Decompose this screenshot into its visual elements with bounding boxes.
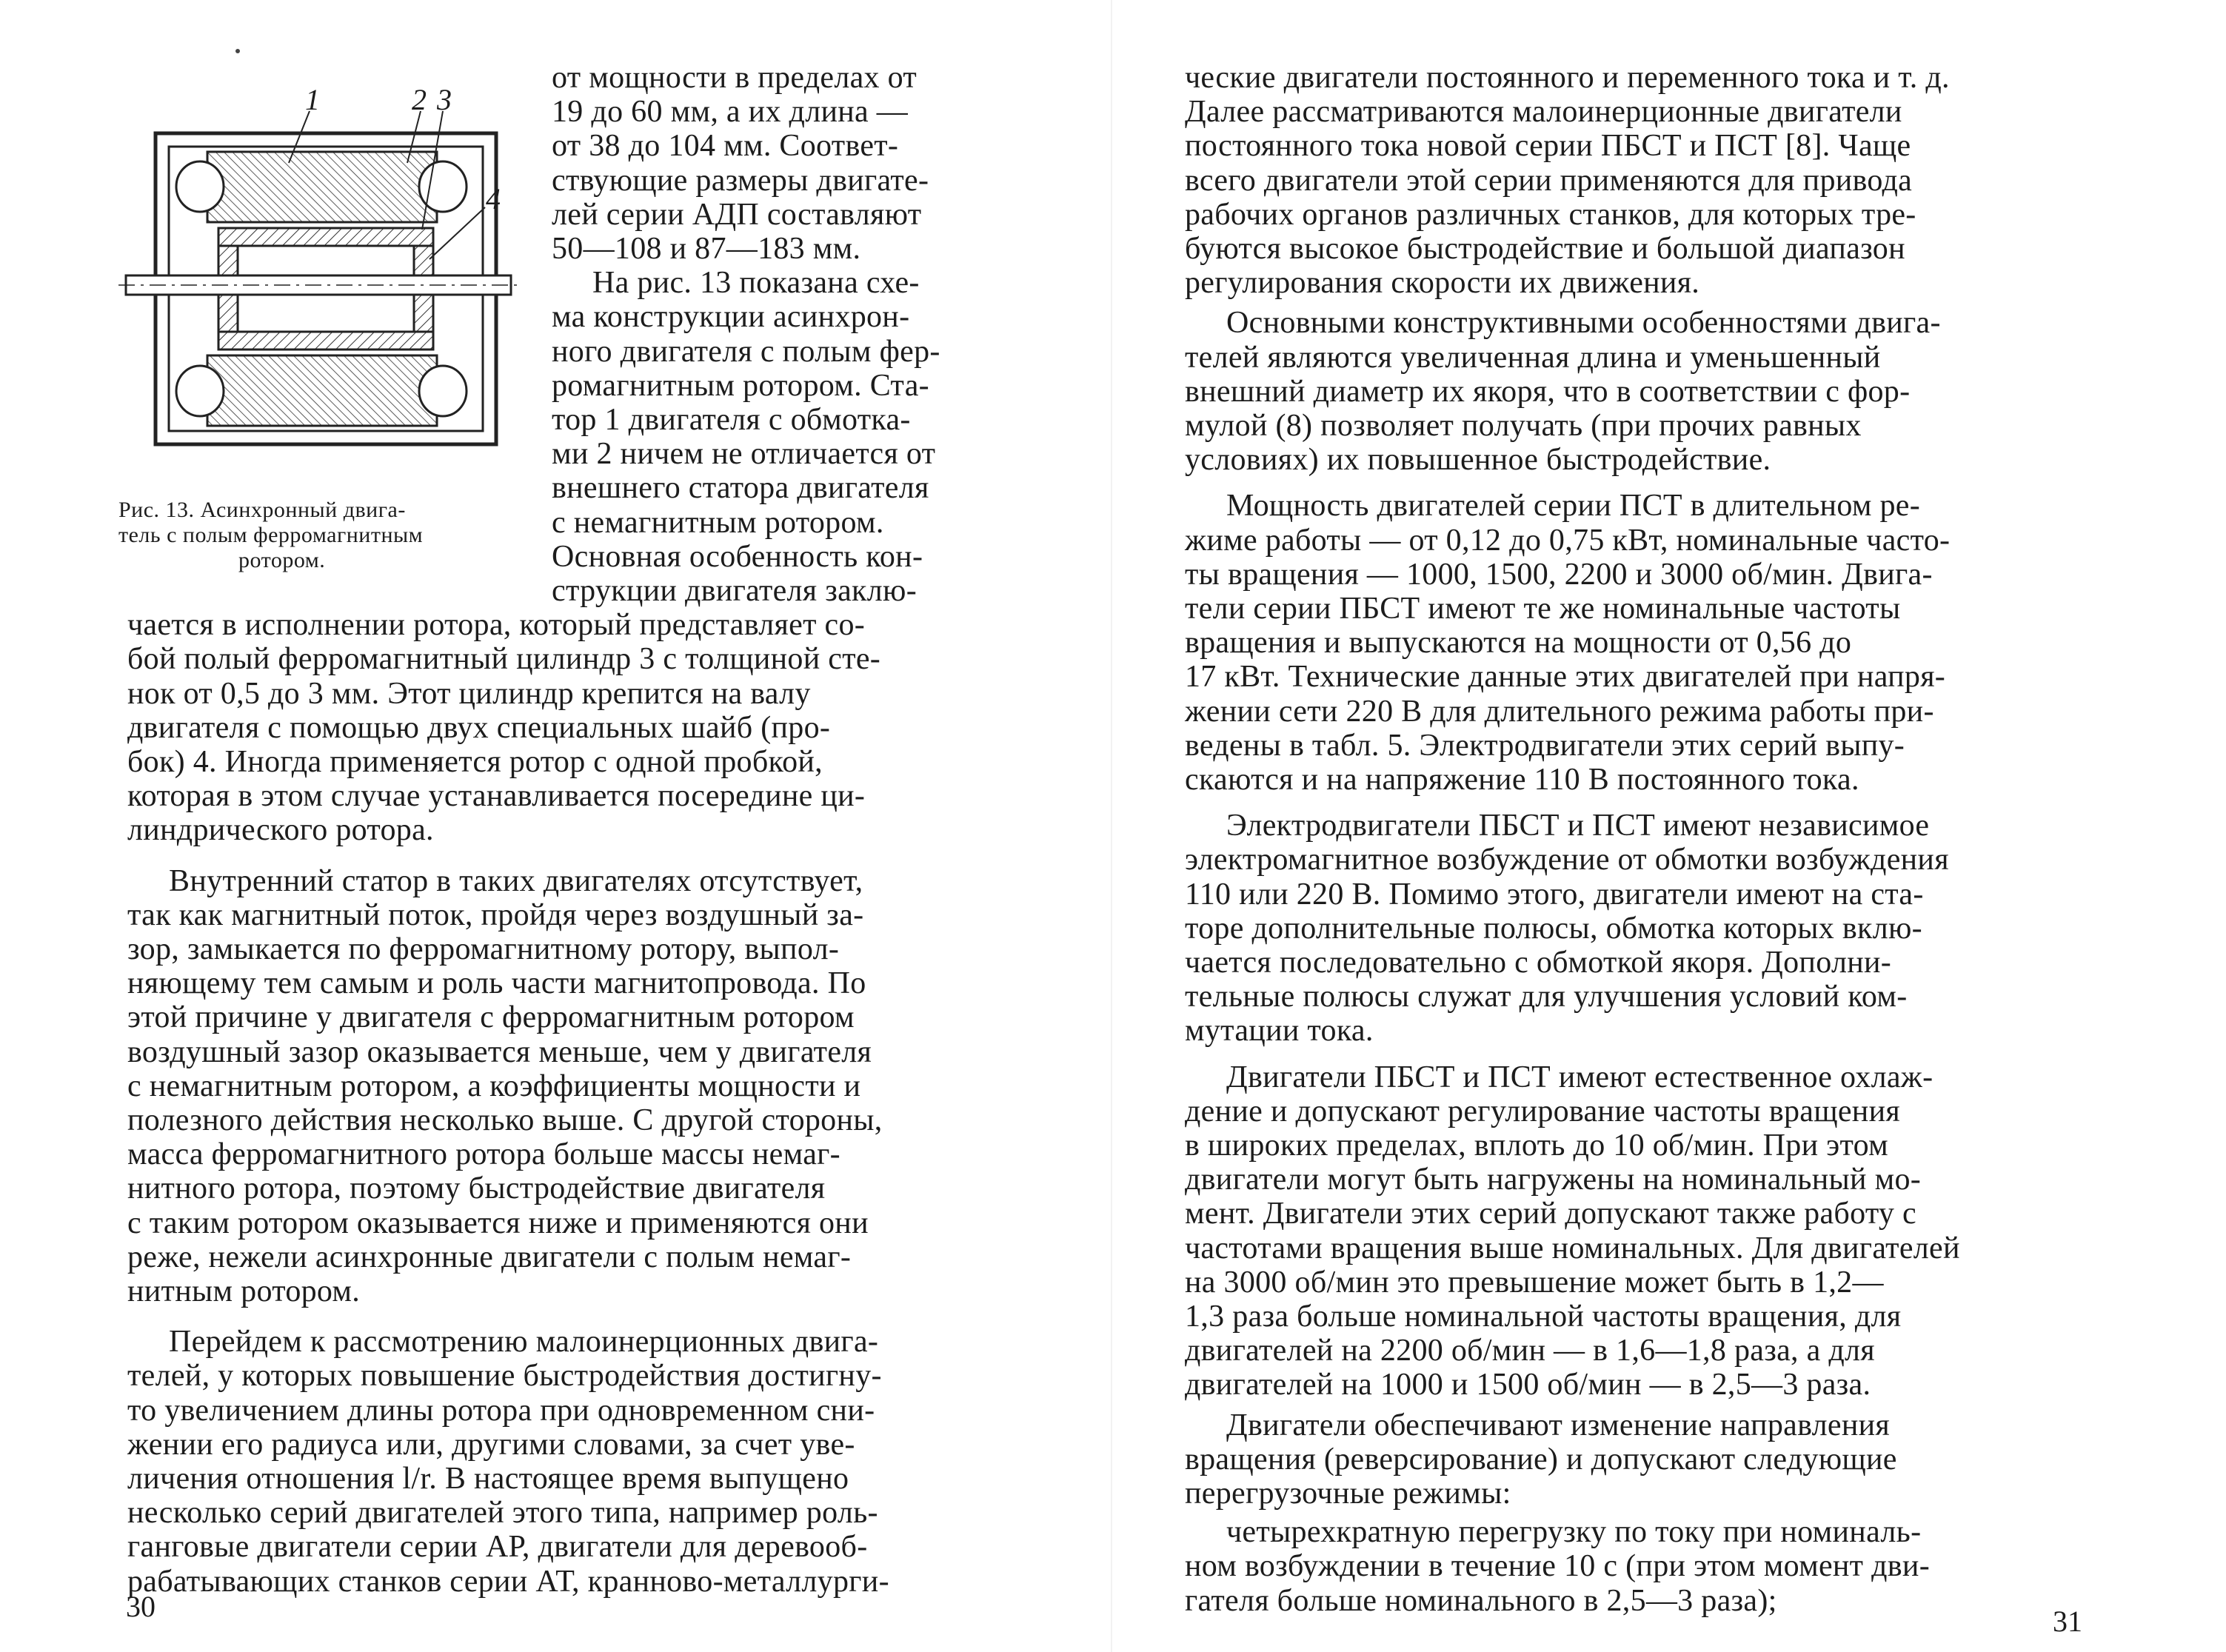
text-line: Электродвигатели ПБСТ и ПСТ имеют независимое: [1226, 809, 1930, 843]
text-line: рабочих органов различных станков, для которых тре-: [1185, 197, 1916, 232]
text-line: Двигатели ПБСТ и ПСТ имеют естественное охлаж-: [1226, 1060, 1933, 1094]
figure-caption-line: Рис. 13. Асинхронный двига-: [118, 498, 406, 522]
text-line: чается последовательно с обмоткой якоря. Дополни-: [1185, 946, 1892, 980]
figure-caption-line: тель с полым ферромагнитным: [118, 523, 424, 547]
text-line: то увеличением длины ротора при одновременном сни-: [127, 1393, 875, 1428]
text-line: ми 2 ничем не отличается от: [552, 437, 936, 472]
text-line: Основными конструктивными особенностями двига-: [1226, 306, 1941, 341]
text-line: вращения и выпускаются на мощности от 0,56 до: [1185, 626, 1852, 661]
text-line: тельные полюсы служат для улучшения условий ком-: [1185, 980, 1908, 1014]
text-line: скаются и на напряжение 110 В постоянного тока.: [1185, 763, 1859, 797]
text-line: тор 1 двигателя с обмотка-: [552, 403, 911, 437]
text-line: бой полый ферромагнитный цилиндр 3 с толщиной сте-: [127, 642, 881, 677]
figure-13-motor-diagram: [111, 81, 526, 466]
text-line: условиях) их повышенное быстродействие.: [1185, 443, 1771, 478]
text-line: ведены в табл. 5. Электродвигатели этих серий выпу-: [1185, 728, 1905, 763]
text-line: струкции двигателя заклю-: [552, 574, 917, 608]
print-speck: [235, 49, 240, 53]
text-line: гателя больше номинального в 2,5—3 раза);: [1185, 1583, 1777, 1618]
text-line: частотами вращения выше номинальных. Для двигателей: [1185, 1231, 1960, 1265]
figure-label-2: 2: [412, 83, 427, 116]
text-line: двигателей на 1000 и 1500 об/мин — в 2,5—3 раза.: [1185, 1368, 1871, 1402]
stator-bottom: [207, 355, 437, 426]
stator-top: [207, 152, 437, 222]
text-line: ного двигателя с полым фер-: [552, 334, 940, 369]
text-line: вращения (реверсирование) и допускают следующие: [1185, 1442, 1897, 1477]
winding-bottom-left: [176, 366, 224, 416]
text-line: жении его радиуса или, другими словами, за счет уве-: [127, 1427, 855, 1462]
text-line: На рис. 13 показана схе-: [592, 266, 920, 301]
text-line: ганговые двигатели серии АР, двигатели для деревооб-: [127, 1530, 868, 1565]
winding-bottom-right: [419, 366, 467, 416]
left-page: [0, 0, 1081, 1652]
text-line: двигателей на 2200 об/мин — в 1,6—1,8 раза, а для: [1185, 1334, 1875, 1368]
text-line: жении сети 220 В для длительного режима работы при-: [1185, 694, 1934, 729]
text-line: Двигатели обеспечивают изменение направления: [1226, 1408, 1891, 1442]
text-line: нитного ротора, поэтому быстродействие двигателя: [127, 1171, 826, 1206]
text-line: дение и допускают регулирование частоты вращения: [1185, 1094, 1900, 1128]
text-line: Мощность двигателей серии ПСТ в длительном ре-: [1226, 489, 1921, 524]
text-line: так как магнитный поток, пройдя через воздушный за-: [127, 897, 864, 932]
text-line: телей, у которых повышение быстродействия достигну-: [127, 1359, 882, 1394]
text-line: этой причине у двигателя с ферромагнитным ротором: [127, 1000, 855, 1035]
figure-label-1: 1: [305, 83, 320, 116]
figure-caption-line: ротором.: [238, 548, 326, 572]
text-line: буются высокое быстродействие и большой диапазон: [1185, 232, 1905, 266]
text-line: ты вращения — 1000, 1500, 2200 и 3000 об/мин. Двига-: [1185, 557, 1933, 592]
text-line: мулой (8) позволяет получать (при прочих равных: [1185, 409, 1862, 443]
text-line: Внутренний статор в таких двигателях отсутствует,: [169, 863, 863, 898]
text-line: Далее рассматриваются малоинерционные двигатели: [1185, 95, 1902, 130]
text-line: Перейдем к рассмотрению малоинерционных двига-: [169, 1325, 879, 1360]
text-line: от мощности в пределах от: [552, 61, 918, 95]
text-line: ромагнитным ротором. Ста-: [552, 368, 929, 403]
text-line: телей являются увеличенная длина и уменьшенный: [1185, 340, 1881, 375]
page-number-left: 30: [126, 1590, 156, 1623]
text-line: жиме работы — от 0,12 до 0,75 кВт, номинальные часто-: [1185, 523, 1951, 558]
text-line: всего двигатели этой серии применяются для привода: [1185, 163, 1913, 198]
text-line: от 38 до 104 мм. Соответ-: [552, 129, 899, 164]
text-line: воздушный зазор оказывается меньше, чем у двигателя: [127, 1034, 872, 1069]
text-line: внешнего статора двигателя: [552, 471, 929, 506]
text-line: ствующие размеры двигате-: [552, 163, 929, 198]
text-line: чается в исполнении ротора, который представляет со-: [127, 608, 866, 643]
text-line: масса ферромагнитного ротора больше массы немаг-: [127, 1137, 840, 1172]
text-line: 17 кВт. Технические данные этих двигателей при напря-: [1185, 660, 1946, 695]
figure-label-3: 3: [437, 83, 452, 116]
text-line: в широких пределах, вплоть до 10 об/мин. При этом: [1185, 1128, 1888, 1163]
text-line: мутации тока.: [1185, 1014, 1374, 1049]
text-line: постоянного тока новой серии ПБСТ и ПСТ [8]. Чаще: [1185, 129, 1911, 164]
text-line: линдрического ротора.: [127, 813, 434, 848]
text-line: лей серии АДП составляют: [552, 197, 922, 232]
text-line: на 3000 об/мин это превышение может быть в 1,2—: [1185, 1265, 1884, 1300]
text-line: зор, замыкается по ферромагнитному ротору, выпол-: [127, 932, 840, 966]
rotor-cylinder-top: [218, 228, 433, 246]
text-line: 50—108 и 87—183 мм.: [552, 232, 861, 266]
text-line: внешний диаметр их якоря, что в соответствии с фор-: [1185, 374, 1911, 409]
text-line: полезного действия несколько выше. С другой стороны,: [127, 1103, 883, 1137]
text-line: нитным ротором.: [127, 1274, 361, 1308]
text-line: с немагнитным ротором, а коэффициенты мощности и: [127, 1069, 861, 1103]
text-line: двигателя с помощью двух специальных шайб (про-: [127, 710, 831, 745]
motor-cross-section: [111, 81, 526, 466]
text-line: 19 до 60 мм, а их длина —: [552, 95, 909, 130]
text-line: бок) 4. Иногда применяется ротор с одной пробкой,: [127, 745, 823, 779]
text-line: электромагнитное возбуждение от обмотки возбуждения: [1185, 843, 1949, 877]
text-line: четырехкратную перегрузку по току при номиналь-: [1226, 1515, 1922, 1550]
text-line: с немагнитным ротором.: [552, 505, 884, 540]
text-line: которая в этом случае устанавливается посередине ци-: [127, 779, 866, 814]
text-line: несколько серий двигателей этого типа, например роль-: [127, 1496, 878, 1531]
text-line: двигатели могут быть нагружены на номинальный мо-: [1185, 1163, 1922, 1197]
text-line: личения отношения l/r. В настоящее время выпущено: [127, 1462, 849, 1496]
text-line: перегрузочные режимы:: [1185, 1477, 1511, 1511]
text-line: нок от 0,5 до 3 мм. Этот цилиндр крепится на валу: [127, 676, 811, 711]
text-line: с таким ротором оказывается ниже и применяются они: [127, 1205, 869, 1240]
text-line: 1,3 раза больше номинальной частоты вращения, для: [1185, 1300, 1902, 1334]
text-line: Основная особенность кон-: [552, 539, 923, 574]
winding-top-left: [176, 161, 224, 212]
text-line: ном возбуждении в течение 10 с (при этом момент дви-: [1185, 1549, 1930, 1584]
text-line: рабатывающих станков серии АТ, кранново-металлурги-: [127, 1564, 889, 1599]
rotor-cylinder-bottom: [218, 332, 433, 350]
page-number-right: 31: [2053, 1605, 2082, 1638]
text-line: тели серии ПБСТ имеют те же номинальные частоты: [1185, 592, 1901, 626]
page-gutter: [1111, 0, 1112, 1652]
text-line: торе дополнительные полюсы, обмотка которых вклю-: [1185, 911, 1922, 946]
figure-label-4: 4: [486, 182, 501, 215]
text-line: реже, нежели асинхронные двигатели с полым немаг-: [127, 1240, 852, 1274]
text-line: няющему тем самым и роль части магнитопровода. По: [127, 966, 866, 1001]
text-line: ческие двигатели постоянного и переменного тока и т. д.: [1185, 61, 1950, 95]
right-page: [1155, 0, 2226, 1652]
text-line: ма конструкции асинхрон-: [552, 300, 910, 335]
text-line: 110 или 220 В. Помимо этого, двигатели имеют на ста-: [1185, 877, 1924, 912]
text-line: регулирования скорости их движения.: [1185, 266, 1700, 301]
text-line: мент. Двигатели этих серий допускают также работу с: [1185, 1197, 1916, 1231]
